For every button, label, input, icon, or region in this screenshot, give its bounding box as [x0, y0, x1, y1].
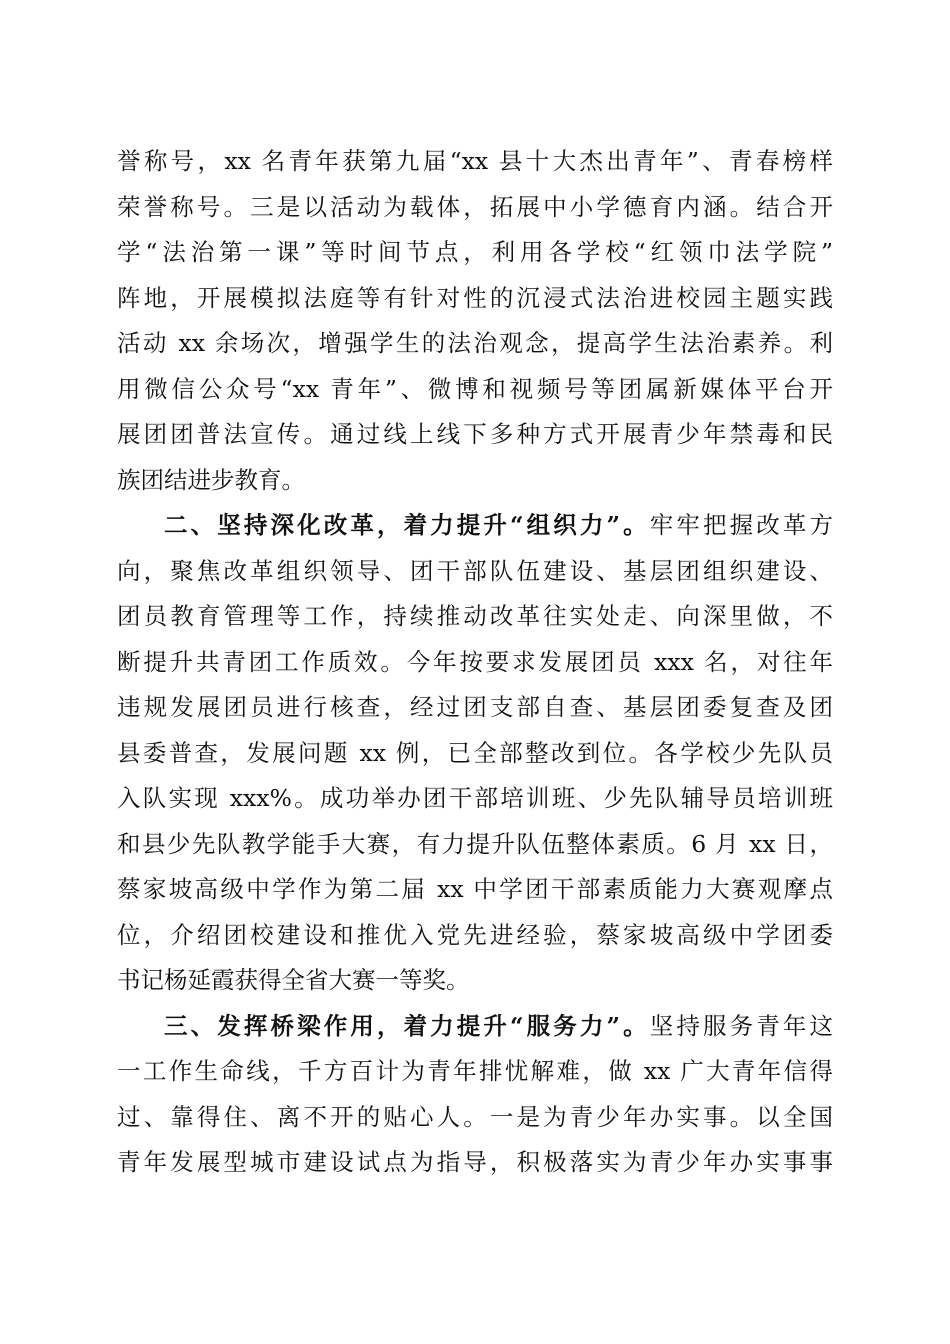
heading-line	[117, 1004, 833, 1050]
text-line: 族团结进步教育。	[117, 465, 305, 494]
text-fragment: 坚持服务青年这	[649, 1011, 833, 1040]
text-line: 阵地，开展模拟法庭等有针对性的沉浸式法治进校园主题实践	[117, 283, 833, 312]
text-line: 活动 xx 余场次，增强学生的法治观念，提高学生法治素养。利	[117, 329, 833, 357]
section-heading: 三、发挥桥梁作用，着力提升“服务力”。	[164, 1011, 650, 1040]
text-line: 位，介绍团校建设和推优入党先进经验，蔡家坡高级中学团委	[117, 920, 833, 949]
text-line: 断提升共青团工作质效。今年按要求发展团员 xxx 名，对往年	[117, 647, 833, 676]
text-line: 展团团普法宣传。通过线上线下多种方式开展青少年禁毒和民	[117, 420, 833, 448]
document-body	[117, 139, 833, 1186]
paragraph-2	[117, 503, 833, 1004]
text-line: 用微信公众号“xx 青年”、微博和视频号等团属新媒体平台开	[117, 374, 833, 403]
paragraph-1	[117, 139, 833, 503]
text-line: 书记杨延霞获得全省大赛一等奖。	[117, 966, 470, 994]
text-line: 过、靠得住、离不开的贴心人。一是为青少年办实事。以全国	[117, 1102, 833, 1131]
text-line: 团员教育管理等工作，持续推动改革往实处走、向深里做，不	[117, 602, 833, 630]
section-heading: 二、坚持深化改革，着力提升“组织力”。	[164, 511, 650, 539]
heading-line	[117, 503, 833, 549]
paragraph-3	[117, 1004, 833, 1186]
text-line: 青年发展型城市建设试点为指导，积极落实为青少年办实事事	[117, 1148, 833, 1176]
text-line: 违规发展团员进行核查，经过团支部自查、基层团委复查及团	[117, 693, 833, 721]
text-line: 一工作生命线，千方百计为青年排忧解难，做 xx 广大青年信得	[117, 1057, 833, 1085]
text-line: 蔡家坡高级中学作为第二届 xx 中学团干部素质能力大赛观摩点	[117, 875, 833, 903]
text-line: 荣誉称号。三是以活动为载体，拓展中小学德育内涵。结合开	[117, 192, 833, 221]
text-line: 和县少先队教学能手大赛，有力提升队伍整体素质。6 月 xx 日，	[117, 829, 833, 858]
text-line: 誉称号，xx 名青年获第九届“xx 县十大杰出青年”、青春榜样	[117, 147, 833, 175]
text-line: 向，聚焦改革组织领导、团干部队伍建设、基层团组织建设、	[117, 556, 833, 585]
text-fragment: 牢牢把握改革方	[649, 511, 833, 539]
text-line: 县委普查，发展问题 xx 例，已全部整改到位。各学校少先队员	[117, 738, 833, 767]
text-line: 学“法治第一课”等时间节点，利用各学校“红领巾法学院”	[117, 238, 833, 266]
text-line: 入队实现 xxx%。成功举办团干部培训班、少先队辅导员培训班	[117, 784, 833, 812]
